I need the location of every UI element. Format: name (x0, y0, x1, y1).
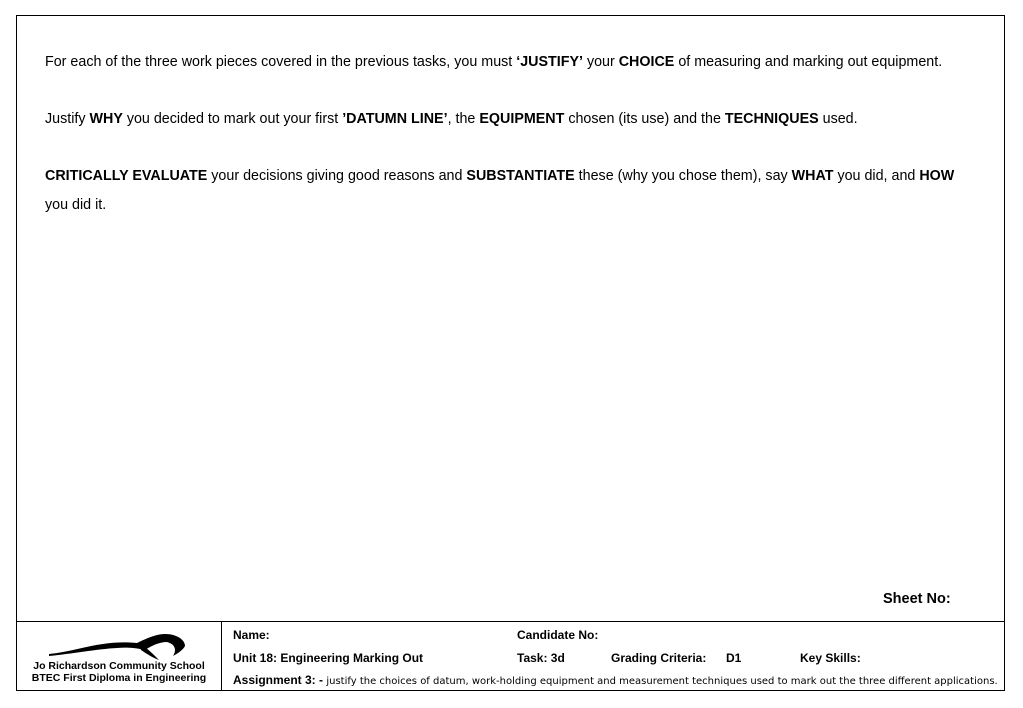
instruction-paragraph-1 (45, 48, 965, 77)
assignment-description: justify the choices of datum, work-holding equipment and measurement techniques used to mark out the three different applications. (326, 676, 998, 687)
grading-criteria-label: Grading Criteria: (611, 651, 707, 665)
text: For each of the three work pieces covered in the previous tasks, you must (45, 54, 517, 70)
text: used. (818, 111, 858, 127)
name-label: Name: (233, 628, 270, 642)
grading-criteria-value: D1 (726, 651, 742, 665)
emphasis: EQUIPMENT (479, 111, 565, 127)
school-course: BTEC First Diploma in Engineering (31, 672, 207, 684)
text: Justify (45, 111, 90, 127)
text: you did it. (45, 196, 107, 213)
school-name: Jo Richardson Community School (33, 660, 205, 672)
text: your (582, 54, 619, 70)
footer-table (17, 621, 1004, 691)
text: chosen (its use) and the (564, 111, 725, 127)
emphasis: ’DATUMN LINE’ (342, 111, 448, 127)
emphasis: WHAT (791, 168, 834, 184)
instructions (45, 48, 965, 248)
school-logo-cell (17, 622, 222, 691)
candidate-number-label: Candidate No: (517, 628, 599, 642)
text: you decided to mark out your first (122, 111, 343, 127)
text: of measuring and marking out equipment. (674, 54, 943, 70)
emphasis: WHY (89, 111, 123, 127)
assignment-line (233, 673, 998, 687)
text: these (why you chose them), say (574, 168, 792, 184)
emphasis: ‘JUSTIFY’ (516, 54, 583, 70)
unit-label: Unit 18: Engineering Marking Out (233, 651, 424, 665)
instruction-paragraph-3 (45, 162, 965, 219)
task-label: Task: 3d (517, 651, 565, 665)
bird-logo-icon (47, 630, 187, 664)
emphasis: HOW (919, 168, 955, 184)
emphasis: CRITICALLY EVALUATE (45, 168, 208, 184)
emphasis: CHOICE (618, 54, 675, 70)
text: you did, and (833, 168, 920, 184)
worksheet-frame (16, 15, 1005, 691)
emphasis: SUBSTANTIATE (466, 168, 575, 184)
sheet-number-label: Sheet No: (883, 591, 951, 607)
emphasis: TECHNIQUES (724, 111, 819, 127)
text: your decisions giving good reasons and (207, 168, 467, 184)
instruction-paragraph-2 (45, 105, 965, 134)
key-skills-label: Key Skills: (800, 651, 861, 665)
text: , the (447, 111, 480, 127)
assignment-label: Assignment 3: - (233, 673, 327, 687)
